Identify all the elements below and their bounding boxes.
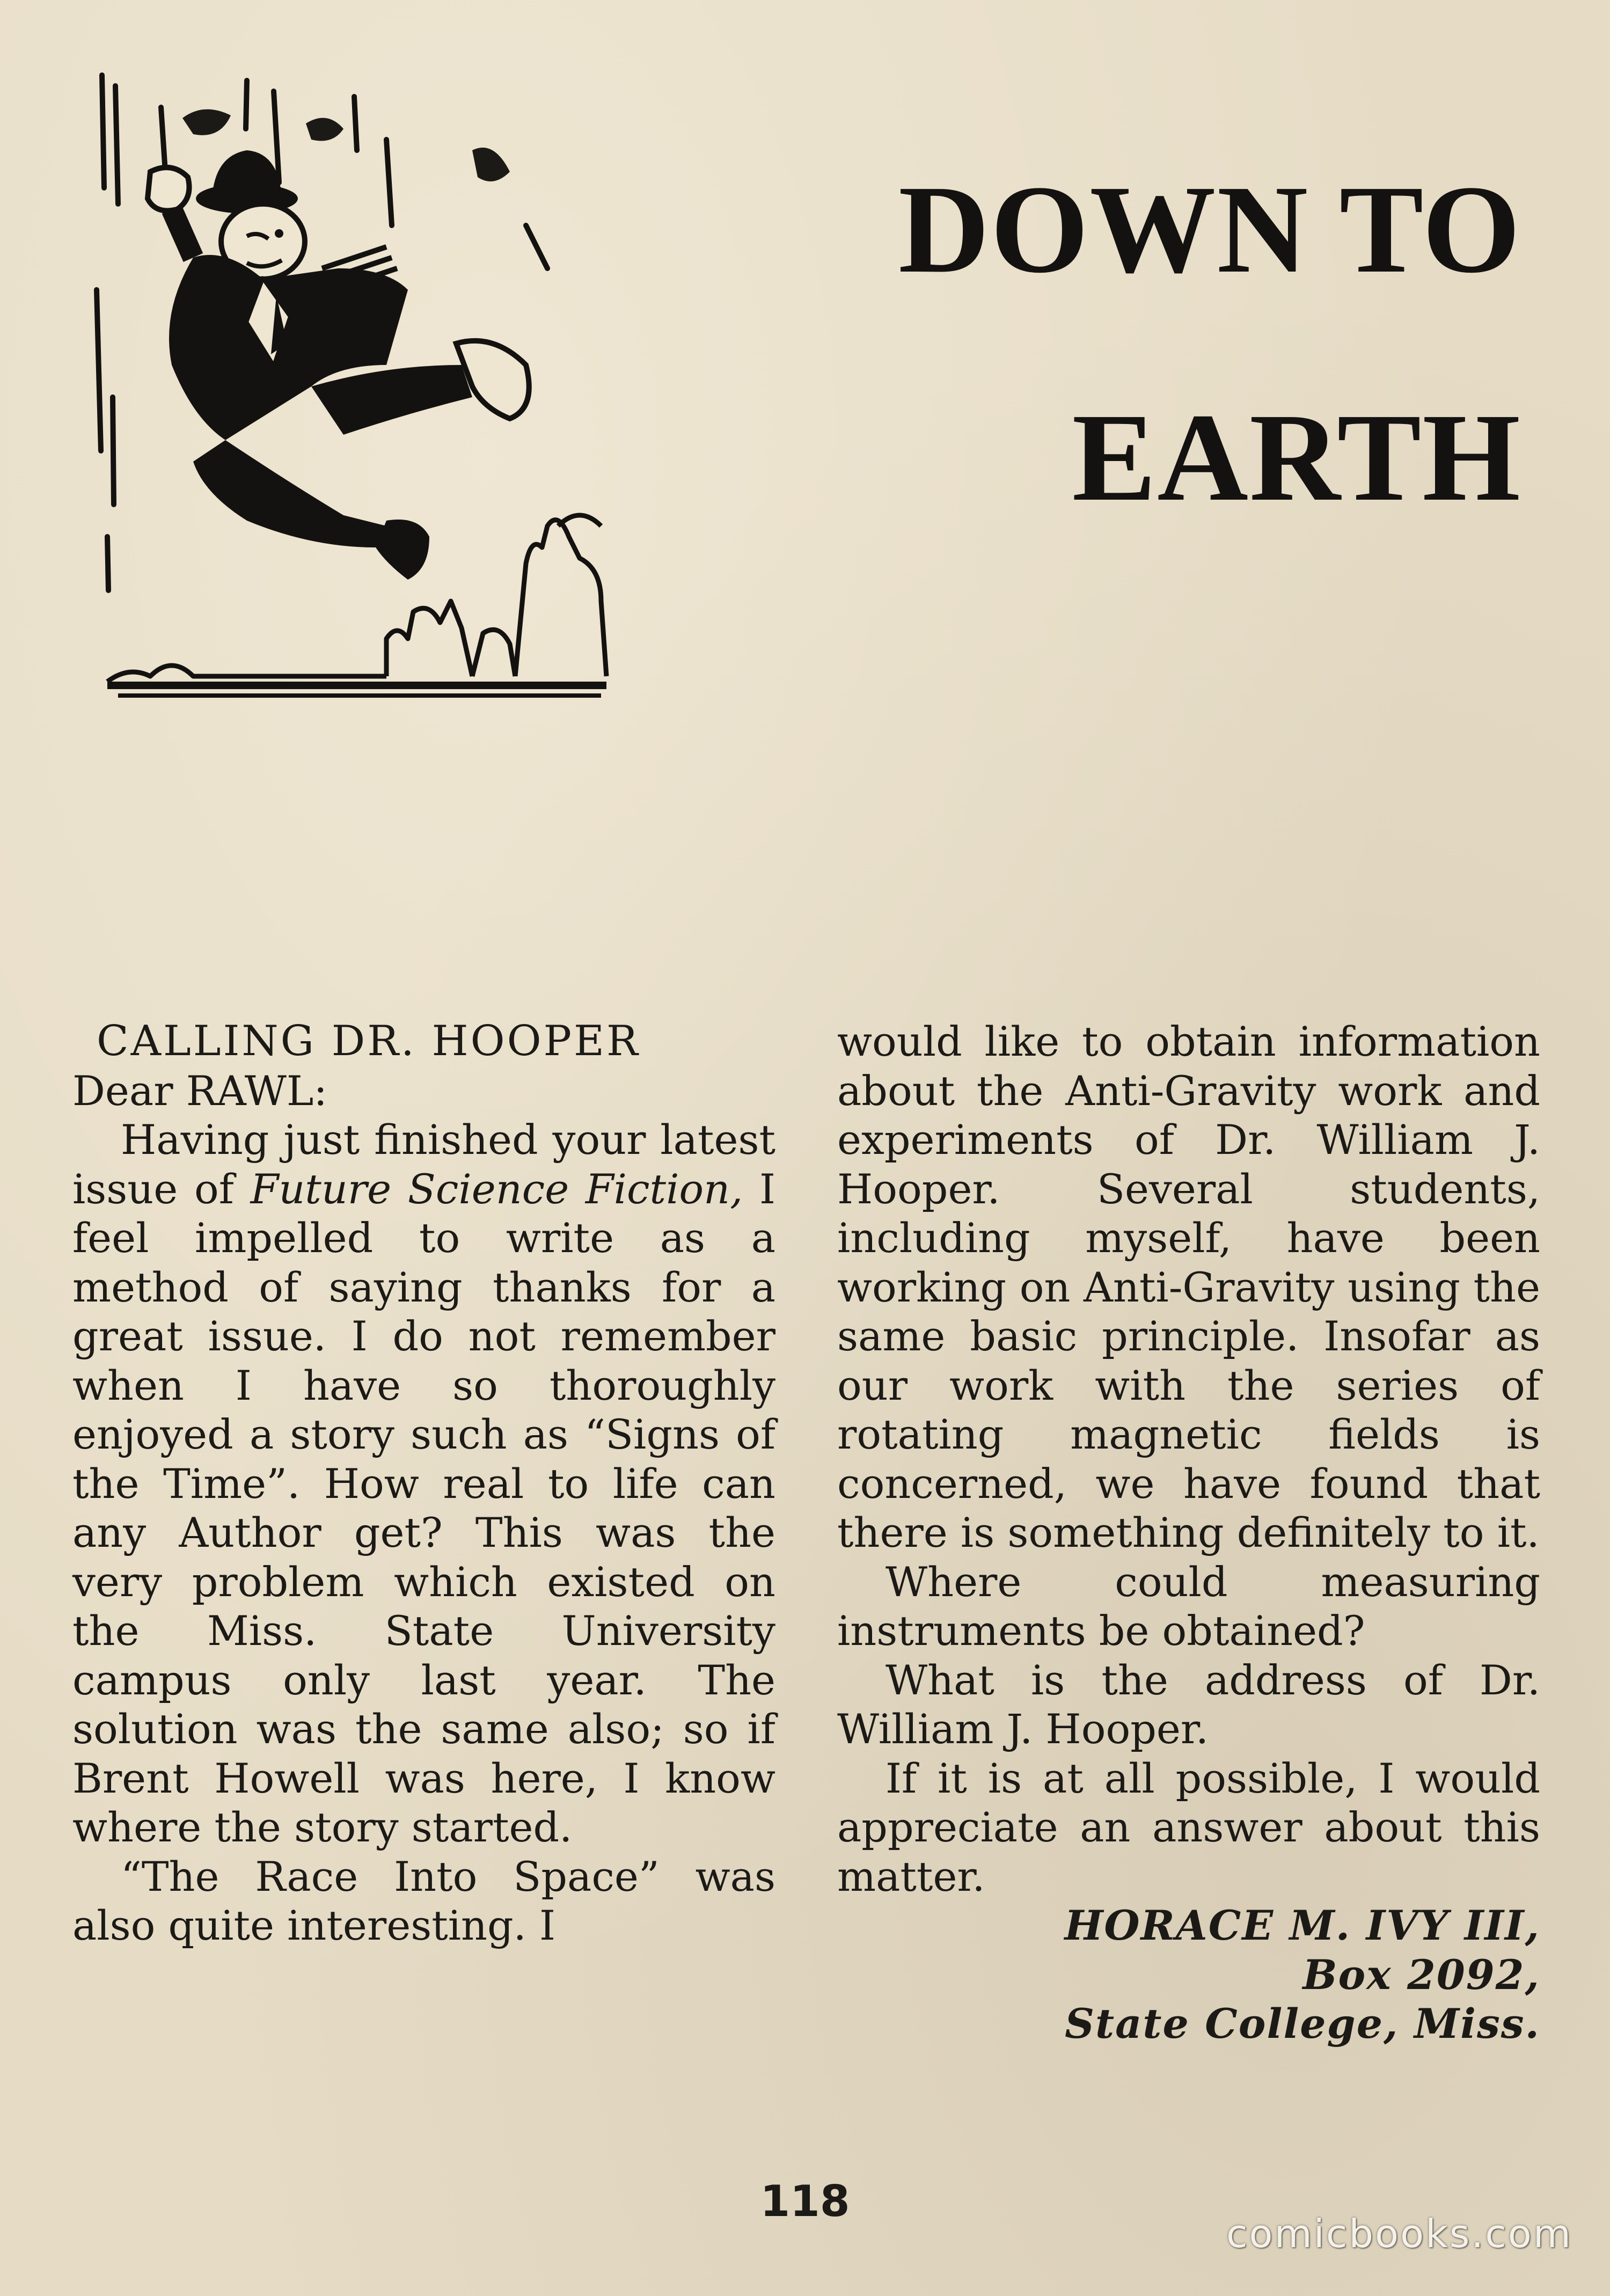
letter-paragraph-1	[72, 1115, 775, 1852]
signature-name: HORACE M. IVY III,	[1064, 1902, 1540, 1949]
letter-column-left	[72, 1017, 775, 1950]
letter-heading: CALLING DR. HOOPER	[97, 1017, 640, 1065]
falling-man-illustration	[86, 64, 617, 735]
letter-paragraph-1-part-a: Having just finished your latest issue of	[72, 1116, 775, 1213]
letter-paragraph-5: If it is at all possible, I would appreciate an answer about this matter.	[837, 1754, 1540, 1900]
letter-paragraph-1-part-b: I feel impelled to write as a method of saying thanks for a great issue. I do not remember when I have so thoroughly enjoyed a story such as “Signs of the Time”. How real to life can any Author get? This was the very problem which existed on the Miss. State University campus only last year. The solution was the same also; so if Brent Howell was here, I know where the story started.	[72, 1165, 776, 1851]
page-number: 118	[760, 2176, 850, 2226]
letter-paragraph-3: Where could measuring instruments be obtained?	[837, 1558, 1540, 1655]
page-title	[898, 159, 1521, 527]
letter-salutation: Dear RAWL:	[72, 1066, 327, 1115]
signature-city: State College, Miss.	[1065, 2000, 1540, 2048]
letter-paragraph-2: “The Race Into Space” was also quite interesting. I	[72, 1852, 775, 1949]
letter-paragraph-2-continued: would like to obtain information about the Anti-Gravity work and experiments of Dr. William J. Hooper. Several students, including myself, have been working on Anti-Gravity using the same basic principle. Insofar as our work with the series of rotating magnetic fields is concerned, we have found that there is something definitely to it.	[837, 1018, 1540, 1556]
letter-paragraph-4: What is the address of Dr. William J. Hooper.	[837, 1656, 1540, 1753]
falling-man-icon	[86, 64, 617, 735]
signature-box: Box 2092,	[1302, 1950, 1540, 1999]
title-line-2: EARTH	[1072, 387, 1521, 527]
letter-column-right	[837, 1017, 1540, 2049]
magazine-title: Future Science Fiction,	[250, 1165, 743, 1213]
title-line-1: DOWN TO	[898, 159, 1521, 299]
site-watermark: comicbooks.com	[1226, 2211, 1572, 2256]
